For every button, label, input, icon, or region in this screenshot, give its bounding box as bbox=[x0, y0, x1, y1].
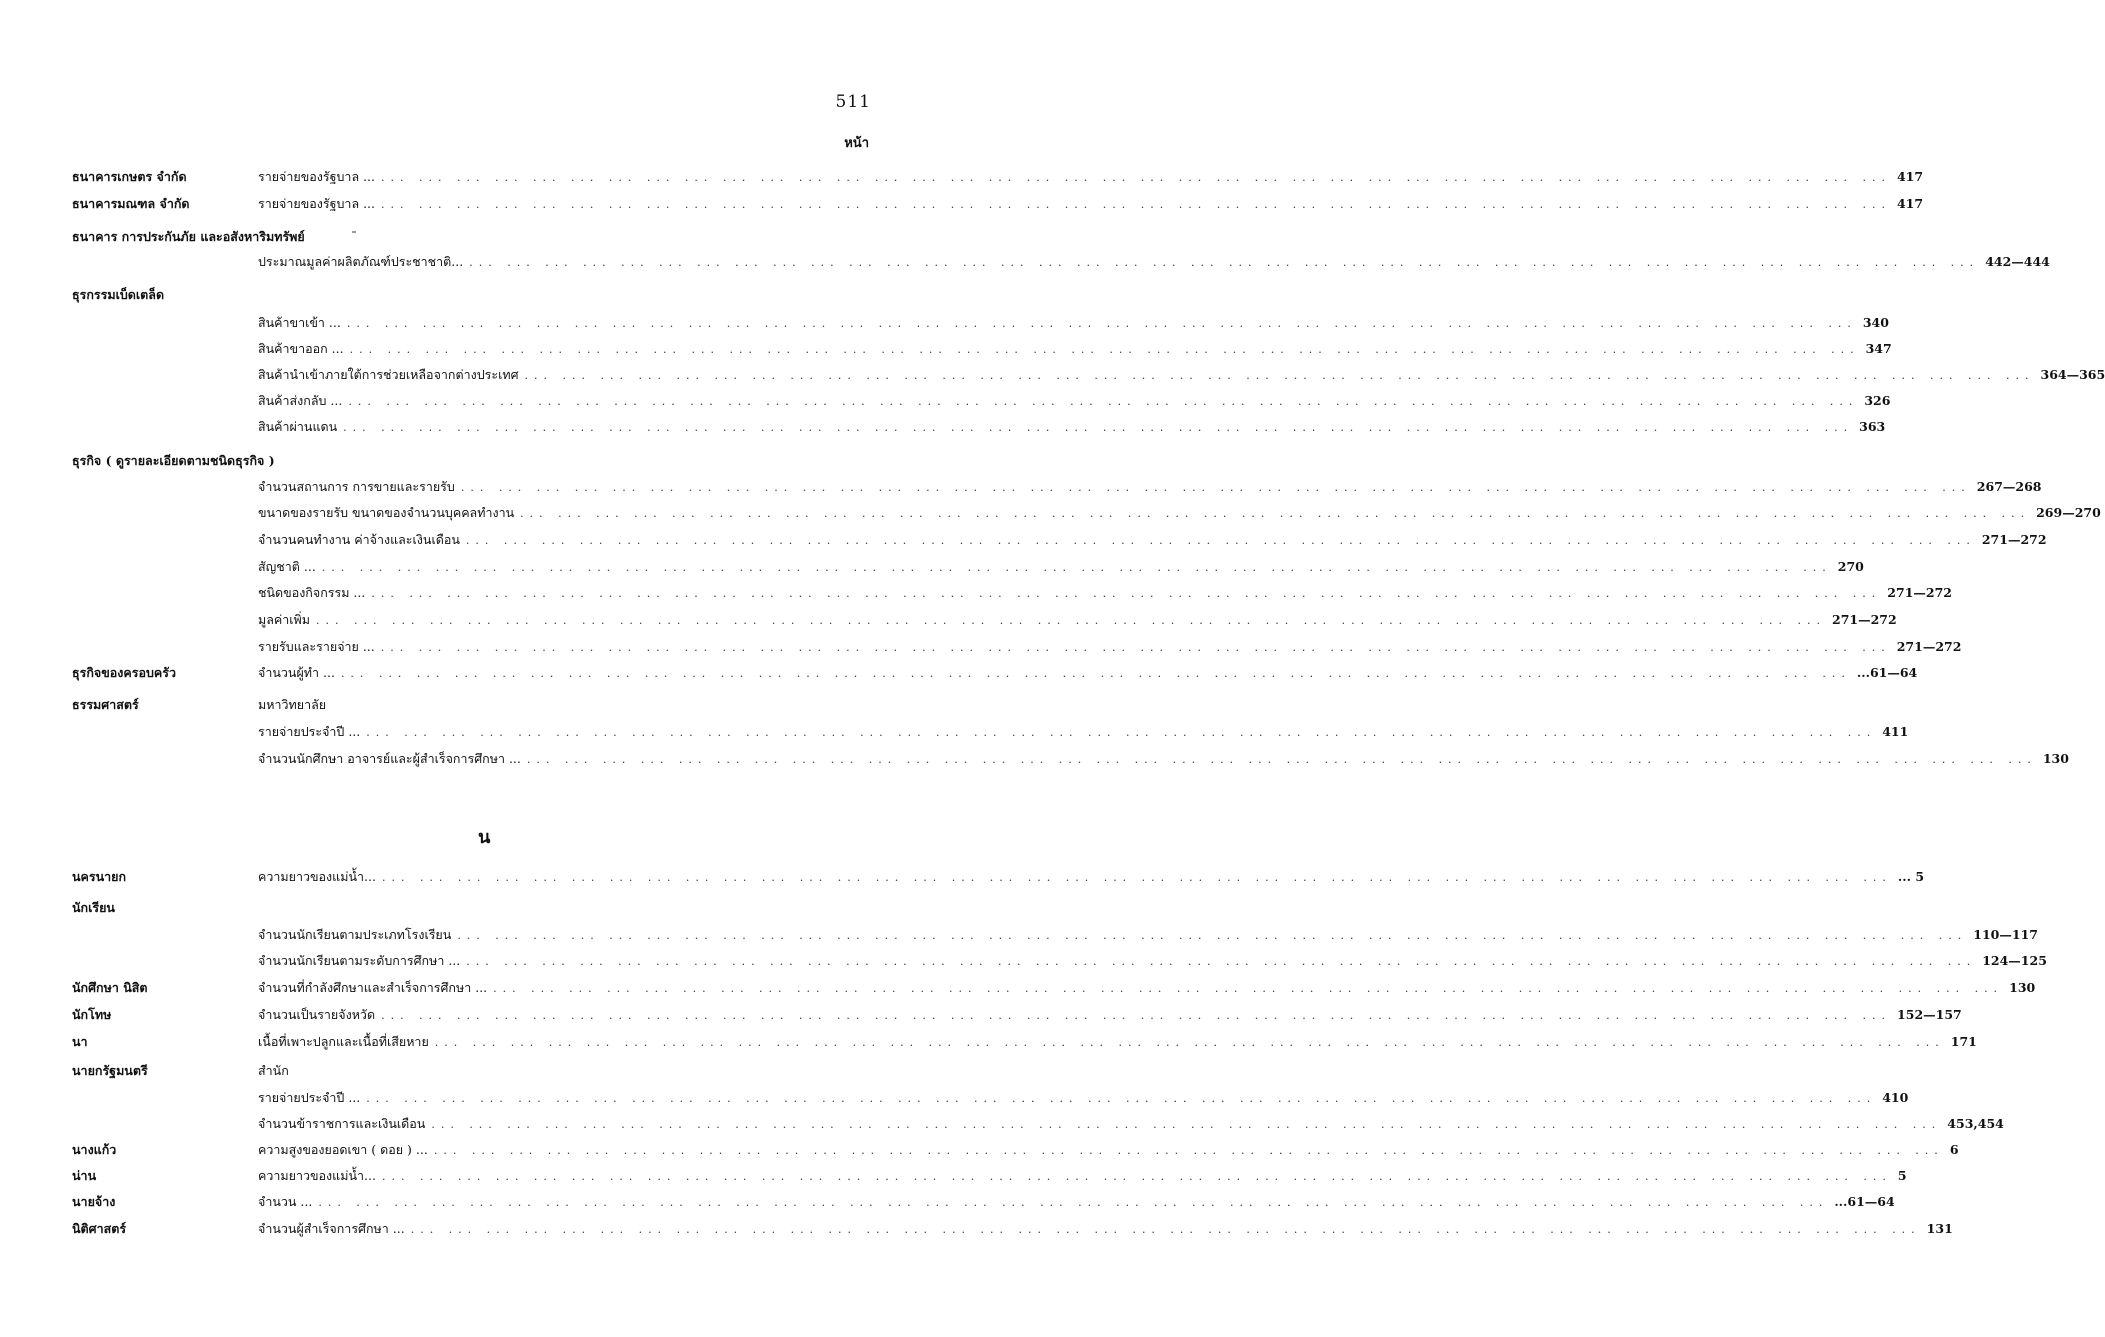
dot-leader: ... ... ... ... ... ... ... ... ... ... ... ... ... ... ... ... ... ... ... ... ... ... ... ... ... ... ... ... ... ... ... ... ... ... ... ... ... ... ... ... bbox=[349, 343, 1860, 356]
index-row bbox=[0, 662, 1918, 684]
index-row bbox=[0, 226, 941, 248]
index-description bbox=[258, 476, 2042, 499]
page-reference: 271—272 bbox=[1896, 639, 1962, 654]
page-reference: 417 bbox=[1896, 169, 1924, 184]
index-row bbox=[0, 977, 2036, 999]
description-text: ขนาดของรายรับ ขนาดของจำนวนบุคคลทำงาน bbox=[258, 505, 515, 520]
page-reference: 267—268 bbox=[1976, 479, 2042, 494]
description-text: สินค้าขาออก ... bbox=[258, 341, 344, 356]
description-text: จำนวนสถานการ การขายและรายรับ bbox=[258, 479, 455, 494]
dot-leader: ... ... ... ... ... ... ... ... ... ... ... ... ... ... ... ... ... ... ... ... ... ... ... ... ... ... ... ... ... ... ... ... ... ... ... ... ... ... ... ... bbox=[371, 587, 1882, 600]
index-row bbox=[0, 416, 1886, 438]
page-column-header: หน้า bbox=[844, 136, 869, 151]
description-text: จำนวนนักเรียนตามประเภทโรงเรียน bbox=[258, 927, 452, 942]
index-row bbox=[0, 1031, 1977, 1053]
index-description bbox=[258, 416, 1886, 439]
page-reference: 364—365 bbox=[2040, 367, 2105, 382]
index-description bbox=[258, 950, 2047, 973]
page-reference: 131 bbox=[1926, 1221, 1953, 1236]
index-description bbox=[258, 924, 2038, 947]
description-text: สินค้าส่งกลับ ... bbox=[258, 393, 343, 408]
page-reference: 6 bbox=[1949, 1142, 1959, 1157]
page-reference: 363 bbox=[1859, 419, 1886, 434]
dot-leader: ... ... ... ... ... ... ... ... ... ... ... ... ... ... ... ... ... ... ... ... ... ... ... ... ... ... ... ... ... ... ... ... ... ... ... ... ... ... ... ... bbox=[366, 726, 1877, 739]
dot-leader: ... ... ... ... ... ... ... ... ... ... ... ... ... ... ... ... ... ... ... ... ... ... ... ... ... ... ... ... ... ... ... ... ... ... ... ... ... ... ... ... bbox=[457, 929, 1968, 942]
index-row bbox=[0, 1218, 1953, 1240]
dot-leader: ... ... ... ... ... ... ... ... ... ... ... ... ... ... ... ... ... ... ... ... ... ... ... ... ... ... ... ... ... ... ... ... ... ... ... ... ... ... ... ... bbox=[381, 1170, 1892, 1183]
page-reference: ...61—64 bbox=[1834, 1194, 1895, 1209]
index-description bbox=[258, 312, 1889, 335]
dot-leader: ... ... ... ... ... ... ... ... ... ... ... ... ... ... ... ... ... ... ... ... ... ... ... ... ... ... ... ... ... ... ... ... ... ... ... ... ... ... ... ... bbox=[340, 667, 1851, 680]
description-text: ความยาวของแม่น้ำ... bbox=[258, 869, 376, 884]
page-reference: 340 bbox=[1862, 315, 1889, 330]
dot-leader: ... ... ... ... ... ... ... ... ... ... ... ... ... ... ... ... ... ... ... ... ... ... ... ... ... ... ... ... ... ... ... ... ... ... ... ... ... ... ... ... bbox=[348, 395, 1859, 408]
page-reference: 442—444 bbox=[1985, 254, 2050, 269]
index-description bbox=[258, 1218, 1953, 1241]
page-reference: 5 bbox=[1897, 1168, 1907, 1183]
page-reference: 347 bbox=[1865, 341, 1892, 356]
page-reference: 271—272 bbox=[1832, 612, 1897, 627]
description-text: ความสูงของยอดเขา ( ดอย ) ... bbox=[258, 1142, 428, 1157]
index-row bbox=[0, 312, 1889, 334]
description-text: จำนวนคนทำงาน ค่าจ้างและเงินเดือน bbox=[258, 532, 460, 547]
description-text: ชนิดของกิจกรรม ... bbox=[258, 585, 366, 600]
index-description bbox=[258, 1113, 2004, 1136]
index-term: นายจ้าง bbox=[72, 1194, 116, 1209]
index-description bbox=[258, 866, 1925, 889]
dot-leader: ... ... ... ... ... ... ... ... ... ... ... ... ... ... ... ... ... ... ... ... ... ... ... ... ... ... ... ... ... ... ... ... ... ... ... ... ... ... ... ... bbox=[318, 1196, 1829, 1209]
index-description bbox=[258, 1165, 1907, 1188]
description-text: รายจ่ายประจำปี ... bbox=[258, 1090, 361, 1105]
page-reference: 326 bbox=[1864, 393, 1891, 408]
dot-leader: ... ... ... ... ... ... ... ... ... ... ... ... ... ... ... ... ... ... ... ... ... ... ... ... ... ... ... ... ... ... ... ... ... ... ... ... ... ... ... ... bbox=[431, 1118, 1942, 1131]
index-row bbox=[0, 1191, 1895, 1213]
index-description bbox=[258, 1087, 1909, 1110]
index-description bbox=[258, 1139, 1959, 1162]
dot-leader: ... ... ... ... ... ... ... ... ... ... ... ... ... ... ... ... ... ... ... ... ... ... ... ... ... ... ... ... ... ... ... ... ... ... ... ... ... ... ... ... bbox=[366, 1092, 1877, 1105]
index-row bbox=[0, 338, 1892, 360]
index-term: ธุรกิจของครอบครัว bbox=[72, 665, 177, 680]
index-description bbox=[258, 1191, 1895, 1214]
index-description bbox=[258, 502, 2101, 525]
description-text: มหาวิทยาลัย bbox=[258, 697, 327, 712]
description-text: เนื้อที่เพาะปลูกและเนื้อที่เสียหาย bbox=[258, 1034, 429, 1049]
dot-leader: ... ... ... ... ... ... ... ... ... ... ... ... ... ... ... ... ... ... ... ... ... ... ... ... ... ... ... ... ... ... ... ... ... ... ... ... ... ... ... ... bbox=[381, 171, 1891, 184]
index-row bbox=[0, 450, 941, 472]
index-row bbox=[0, 609, 1897, 631]
description-text: รายจ่ายของรัฐบาล ... bbox=[258, 169, 375, 184]
page-reference: 271—272 bbox=[1981, 532, 2047, 547]
index-description bbox=[258, 662, 1918, 685]
index-row bbox=[0, 721, 1909, 743]
page-reference: 110—117 bbox=[1973, 927, 2038, 942]
page-reference: 124—125 bbox=[1982, 953, 2047, 968]
page-reference: 411 bbox=[1882, 724, 1909, 739]
index-row bbox=[0, 924, 2038, 946]
index-term: นักศึกษา นิสิต bbox=[72, 980, 148, 995]
page-reference: 410 bbox=[1882, 1090, 1909, 1105]
page-reference: 453,454 bbox=[1947, 1116, 2004, 1131]
index-term: นางแก้ว bbox=[72, 1142, 117, 1157]
index-row bbox=[0, 694, 941, 716]
index-description bbox=[258, 748, 2069, 771]
index-description bbox=[258, 694, 869, 716]
dot-leader: ... ... ... ... ... ... ... ... ... ... ... ... ... ... ... ... ... ... ... ... ... ... ... ... ... ... ... ... ... ... ... ... ... ... ... ... ... ... ... ... bbox=[524, 369, 2035, 382]
index-description bbox=[258, 390, 1891, 413]
description-text: จำนวนเป็นรายจังหวัด bbox=[258, 1007, 376, 1022]
index-row bbox=[0, 390, 1891, 412]
index-term: นครนายก bbox=[72, 869, 127, 884]
dot-leader: ... ... ... ... ... ... ... ... ... ... ... ... ... ... ... ... ... ... ... ... ... ... ... ... ... ... ... ... ... ... ... ... ... ... ... ... ... ... ... ... bbox=[321, 561, 1832, 574]
description-text: รายจ่ายของรัฐบาล ... bbox=[258, 196, 375, 211]
description-text: มูลค่าเพิ่ม bbox=[258, 612, 311, 627]
page-reference: 152—157 bbox=[1897, 1007, 1962, 1022]
dot-leader: ... ... ... ... ... ... ... ... ... ... ... ... ... ... ... ... ... ... ... ... ... ... ... ... ... ... ... ... ... ... ... ... ... ... ... ... ... ... ... ... bbox=[526, 753, 2037, 766]
description-text: สินค้านำเข้าภายใต้การช่วยเหลือจากต่างประเทศ bbox=[258, 367, 519, 382]
index-description bbox=[258, 556, 1864, 579]
index-description bbox=[258, 609, 1897, 632]
index-term: นา bbox=[72, 1034, 88, 1049]
dot-leader: ... ... ... ... ... ... ... ... ... ... ... ... ... ... ... ... ... ... ... ... ... ... ... ... ... ... ... ... ... ... ... ... ... ... ... ... ... ... ... ... bbox=[520, 507, 2031, 520]
description-text: รายรับและรายจ่าย ... bbox=[258, 639, 375, 654]
dot-leader: ... ... ... ... ... ... ... ... ... ... ... ... ... ... ... ... ... ... ... ... ... ... ... ... ... ... ... ... ... ... ... ... ... ... ... ... ... ... ... ... bbox=[465, 534, 1976, 547]
index-term: ธุรกิจ ( ดูรายละเอียดตามชนิดธุรกิจ ) bbox=[72, 453, 275, 468]
index-row bbox=[0, 582, 1952, 604]
index-description bbox=[258, 636, 1962, 659]
dot-leader: ... ... ... ... ... ... ... ... ... ... ... ... ... ... ... ... ... ... ... ... ... ... ... ... ... ... ... ... ... ... ... ... ... ... ... ... ... ... ... ... bbox=[346, 317, 1857, 330]
index-row bbox=[0, 502, 2101, 524]
description-text: จำนวน ... bbox=[258, 1194, 313, 1209]
index-row bbox=[0, 866, 1925, 888]
dot-leader: ... ... ... ... ... ... ... ... ... ... ... ... ... ... ... ... ... ... ... ... ... ... ... ... ... ... ... ... ... ... ... ... ... ... ... ... ... ... ... ... bbox=[381, 1009, 1892, 1022]
index-row bbox=[0, 251, 2050, 273]
page-reference: 130 bbox=[2042, 751, 2069, 766]
index-row bbox=[0, 1165, 1907, 1187]
index-row bbox=[0, 476, 2042, 498]
page-number: 511 bbox=[835, 92, 871, 112]
index-row bbox=[0, 556, 1864, 578]
index-term: ธนาคารเกษตร จำกัด bbox=[72, 169, 187, 184]
index-description bbox=[258, 1004, 1962, 1027]
page-reference: 171 bbox=[1950, 1034, 1977, 1049]
page-reference: 271—272 bbox=[1887, 585, 1952, 600]
dot-leader: ... ... ... ... ... ... ... ... ... ... ... ... ... ... ... ... ... ... ... ... ... ... ... ... ... ... ... ... ... ... ... ... ... ... ... ... ... ... ... ... bbox=[316, 614, 1827, 627]
description-text: ความยาวของแม่น้ำ... bbox=[258, 1168, 376, 1183]
index-term: นักเรียน bbox=[72, 900, 115, 915]
index-row bbox=[0, 364, 2105, 386]
index-row bbox=[0, 193, 1924, 215]
dot-leader: ... ... ... ... ... ... ... ... ... ... ... ... ... ... ... ... ... ... ... ... ... ... ... ... ... ... ... ... ... ... ... ... ... ... ... ... ... ... ... ... bbox=[433, 1144, 1944, 1157]
index-row bbox=[0, 1060, 941, 1082]
index-description bbox=[258, 166, 1924, 189]
dot-leader: ... ... ... ... ... ... ... ... ... ... ... ... ... ... ... ... ... ... ... ... ... ... ... ... ... ... ... ... ... ... ... ... ... ... ... ... ... ... ... ... bbox=[381, 871, 1892, 884]
index-row bbox=[0, 1004, 1962, 1026]
index-row bbox=[0, 897, 941, 919]
description-text: ประมาณมูลค่าผลิตภัณฑ์ประชาชาติ... bbox=[258, 254, 464, 269]
index-description bbox=[258, 338, 1892, 361]
description-text: สัญชาติ ... bbox=[258, 559, 316, 574]
description-text: สำนัก bbox=[258, 1063, 289, 1078]
index-row bbox=[0, 950, 2047, 972]
page-reference: 269—270 bbox=[2036, 505, 2101, 520]
description-text: จำนวนผู้สำเร็จการศึกษา ... bbox=[258, 1221, 405, 1236]
description-text: จำนวนนักเรียนตามระดับการศึกษา ... bbox=[258, 953, 461, 968]
index-description bbox=[258, 582, 1952, 605]
index-term: ธุรกรรมเบ็ดเตล็ด bbox=[72, 287, 165, 302]
dot-leader: ... ... ... ... ... ... ... ... ... ... ... ... ... ... ... ... ... ... ... ... ... ... ... ... ... ... ... ... ... ... ... ... ... ... ... ... ... ... ... ... bbox=[410, 1223, 1921, 1236]
index-description bbox=[258, 977, 2036, 1000]
dot-leader: ... ... ... ... ... ... ... ... ... ... ... ... ... ... ... ... ... ... ... ... ... ... ... ... ... ... ... ... ... ... ... ... ... ... ... ... ... ... ... ... bbox=[381, 198, 1891, 211]
dot-leader: ... ... ... ... ... ... ... ... ... ... ... ... ... ... ... ... ... ... ... ... ... ... ... ... ... ... ... ... ... ... ... ... ... ... ... ... ... ... ... ... bbox=[380, 641, 1891, 654]
index-description bbox=[258, 529, 2047, 552]
description-text: จำนวนที่กำลังศึกษาและสำเร็จการศึกษา ... bbox=[258, 980, 488, 995]
index-term: นักโทษ bbox=[72, 1007, 112, 1022]
index-row bbox=[0, 636, 1962, 658]
description-text: รายจ่ายประจำปี ... bbox=[258, 724, 361, 739]
index-description bbox=[258, 251, 2050, 274]
index-description bbox=[258, 1031, 1977, 1054]
page-reference: 130 bbox=[2009, 980, 2036, 995]
dot-leader: ... ... ... ... ... ... ... ... ... ... ... ... ... ... ... ... ... ... ... ... ... ... ... ... ... ... ... ... ... ... ... ... ... ... ... ... ... ... ... ... bbox=[469, 256, 1980, 269]
index-term: ธนาคารมณฑล จำกัด bbox=[72, 196, 190, 211]
dot-leader: ... ... ... ... ... ... ... ... ... ... ... ... ... ... ... ... ... ... ... ... ... ... ... ... ... ... ... ... ... ... ... ... ... ... ... ... ... ... ... ... bbox=[460, 481, 1971, 494]
index-description bbox=[258, 193, 1924, 216]
index-term: ธนาคาร การประกันภัย และอสังหาริมทรัพย์ bbox=[72, 229, 305, 244]
index-row bbox=[0, 529, 2047, 551]
index-row bbox=[0, 748, 2069, 770]
index-term: นายกรัฐมนตรี bbox=[72, 1063, 148, 1078]
description-text: จำนวนนักศึกษา อาจารย์และผู้สำเร็จการศึกษา ... bbox=[258, 751, 521, 766]
page-reference: 270 bbox=[1837, 559, 1864, 574]
index-description bbox=[258, 1060, 869, 1082]
index-row bbox=[0, 1087, 1909, 1109]
index-row bbox=[0, 284, 941, 306]
dot-leader: ... ... ... ... ... ... ... ... ... ... ... ... ... ... ... ... ... ... ... ... ... ... ... ... ... ... ... ... ... ... ... ... ... ... ... ... ... ... ... ... bbox=[434, 1036, 1945, 1049]
section-letter: น bbox=[478, 827, 491, 848]
index-row bbox=[0, 1113, 2004, 1135]
page-reference: ...61—64 bbox=[1856, 665, 1918, 680]
dot-leader: ... ... ... ... ... ... ... ... ... ... ... ... ... ... ... ... ... ... ... ... ... ... ... ... ... ... ... ... ... ... ... ... ... ... ... ... ... ... ... ... bbox=[343, 421, 1854, 434]
dot-leader: ... ... ... ... ... ... ... ... ... ... ... ... ... ... ... ... ... ... ... ... ... ... ... ... ... ... ... ... ... ... ... ... ... ... ... ... ... ... ... ... bbox=[466, 955, 1977, 968]
page-reference: ... 5 bbox=[1897, 869, 1925, 884]
index-term: น่าน bbox=[72, 1168, 97, 1183]
index-description bbox=[258, 364, 2105, 387]
description-text: สินค้าผ่านแดน bbox=[258, 419, 338, 434]
index-term: นิติศาสตร์ bbox=[72, 1221, 127, 1236]
index-row bbox=[0, 166, 1924, 188]
index-row bbox=[0, 1139, 1959, 1161]
dot-leader: ... ... ... ... ... ... ... ... ... ... ... ... ... ... ... ... ... ... ... ... ... ... ... ... ... ... ... ... ... ... ... ... ... ... ... ... ... ... ... ... bbox=[493, 982, 2004, 995]
description-text: จำนวนข้าราชการและเงินเดือน bbox=[258, 1116, 426, 1131]
description-text: จำนวนผู้ทำ ... bbox=[258, 665, 335, 680]
index-description bbox=[258, 721, 1909, 744]
page-reference: 417 bbox=[1896, 196, 1924, 211]
description-text: สินค้าขาเข้า ... bbox=[258, 315, 341, 330]
index-term: ธรรมศาสตร์ bbox=[72, 697, 139, 712]
